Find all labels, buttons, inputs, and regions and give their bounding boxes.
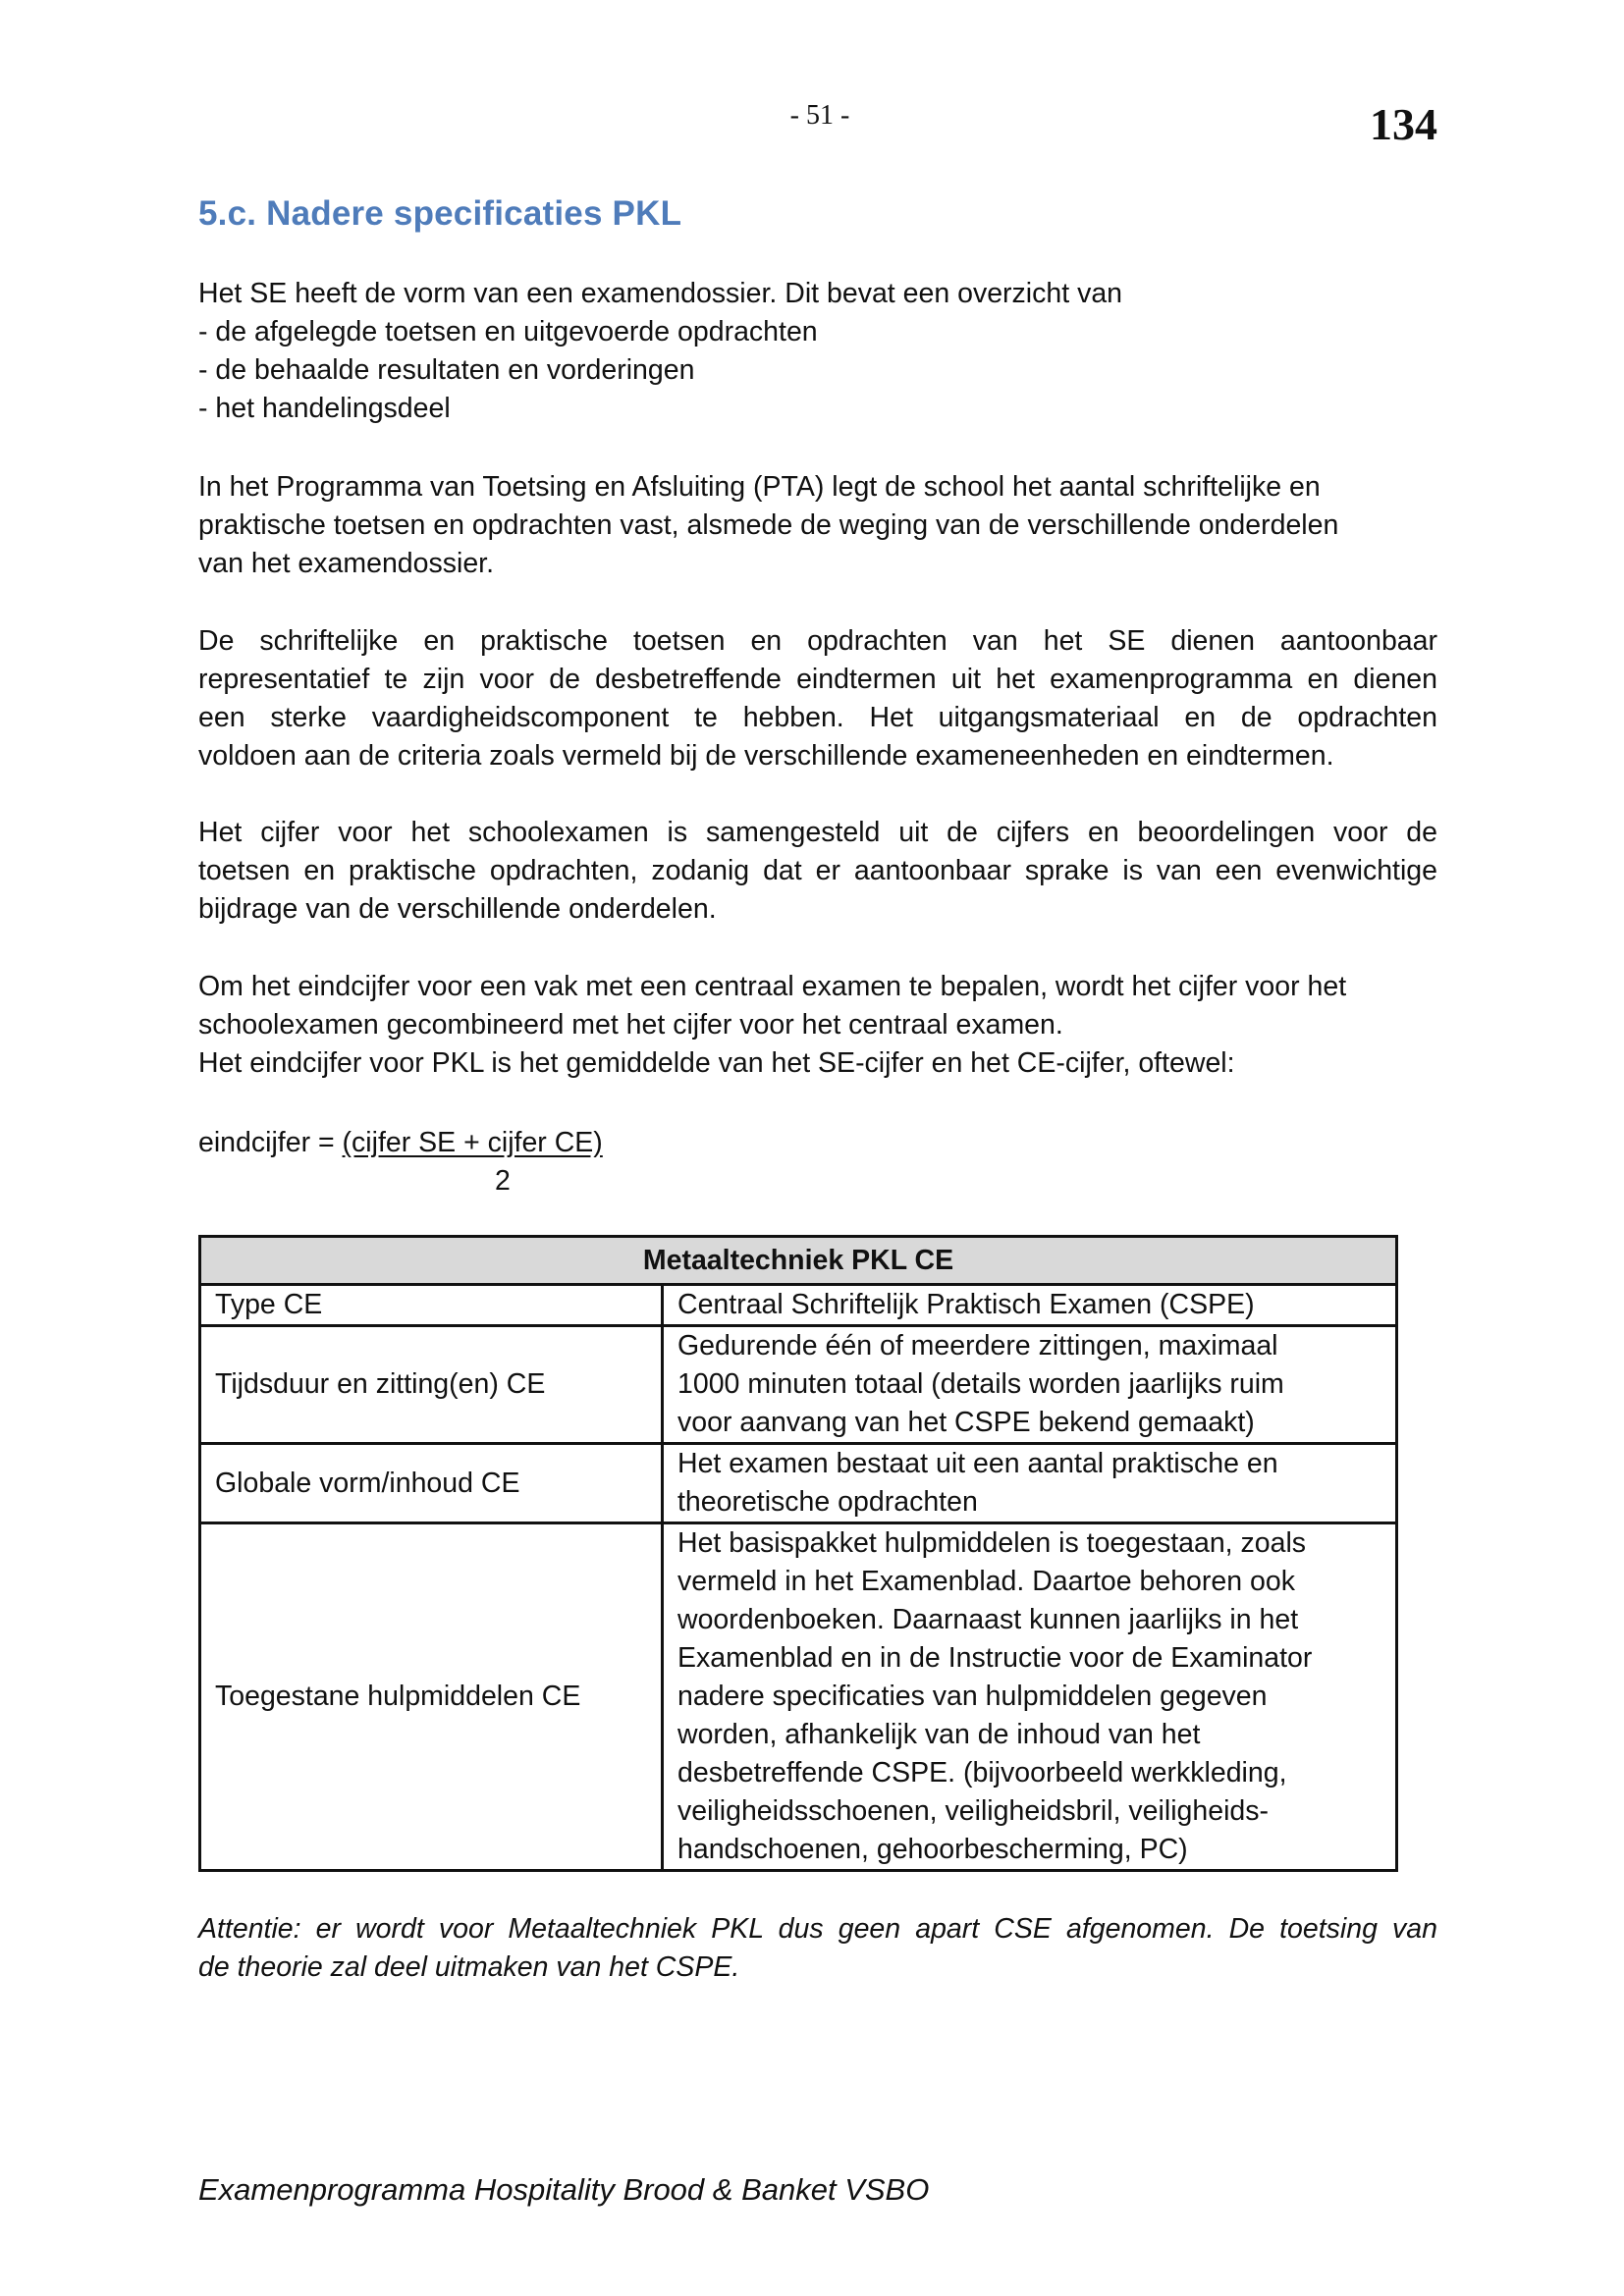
paragraph-line: bijdrage van de verschillende onderdelen. (198, 893, 717, 925)
paragraph-cijfer-schoolexamen (198, 814, 1437, 929)
cell-line: theoretische opdrachten (677, 1486, 978, 1518)
page-footer: Examenprogramma Hospitality Brood & Banket VSBO (198, 2172, 930, 2207)
paragraph-line: De schriftelijke en praktische toetsen en opdrachten van het SE dienen aantoonbaar (198, 625, 1437, 657)
cell-line: Centraal Schriftelijk Praktisch Examen (CSPE) (677, 1289, 1255, 1320)
paragraph-examendossier (198, 275, 1437, 428)
formula-denominator: 2 (495, 1165, 511, 1197)
table-cell-value (663, 1523, 1397, 1871)
paragraph-se-toetsen (198, 622, 1437, 775)
cell-line: woordenboeken. Daarnaast kunnen jaarlijks in het (677, 1604, 1299, 1635)
attention-line: de theorie zal deel uitmaken van het CSPE. (198, 1951, 740, 1983)
table-cell-label: Tijdsduur en zitting(en) CE (200, 1326, 663, 1444)
cell-line: vermeld in het Examenblad. Daartoe behoren ook (677, 1566, 1295, 1597)
paragraph-line: In het Programma van Toetsing en Afsluiting (PTA) legt de school het aantal schriftelijke en (198, 471, 1321, 503)
metaaltechniek-ce-table (198, 1235, 1398, 1872)
paragraph-line: Het cijfer voor het schoolexamen is samengesteld uit de cijfers en beoordelingen voor de (198, 817, 1437, 848)
paragraph-line: voldoen aan de criteria zoals vermeld bij de verschillende exameneenheden en eindtermen. (198, 740, 1334, 772)
page-number-center: - 51 - (789, 100, 850, 131)
paragraph-line: Het eindcijfer voor PKL is het gemiddelde van het SE-cijfer en het CE-cijfer, oftewel: (198, 1047, 1235, 1079)
table-row (200, 1523, 1397, 1871)
paragraph-line: praktische toetsen en opdrachten vast, alsmede de weging van de verschillende onderdelen (198, 509, 1339, 541)
table-row (200, 1285, 1397, 1326)
eindcijfer-formula (198, 1124, 603, 1197)
table-cell-label: Globale vorm/inhoud CE (200, 1444, 663, 1523)
paragraph-line: Om het eindcijfer voor een vak met een centraal examen te bepalen, wordt het cijfer voor het (198, 971, 1347, 1002)
paragraph-intro: Het SE heeft de vorm van een examendossier. Dit bevat een overzicht van (198, 278, 1123, 309)
cell-line: nadere specificaties van hulpmiddelen gegeven (677, 1681, 1268, 1712)
paragraph-line: toetsen en praktische opdrachten, zodanig dat er aantoonbaar sprake is van een evenwichtige (198, 855, 1437, 886)
table-row (200, 1444, 1397, 1523)
page-number-right: 134 (1370, 99, 1437, 149)
cell-line: Het basispakket hulpmiddelen is toegestaan, zoals (677, 1527, 1307, 1559)
paragraph-eindcijfer (198, 968, 1437, 1083)
attention-line: Attentie: er wordt voor Metaaltechniek PKL dus geen apart CSE afgenomen. De toetsing van (198, 1913, 1437, 1945)
table-cell-value (663, 1285, 1397, 1326)
formula-numerator: (cijfer SE + cijfer CE) (342, 1127, 603, 1158)
cell-line: voor aanvang van het CSPE bekend gemaakt) (677, 1407, 1255, 1438)
paragraph-line: schoolexamen gecombineerd met het cijfer voor het centraal examen. (198, 1009, 1063, 1041)
formula-lhs: eindcijfer = (198, 1127, 343, 1158)
table-row (200, 1326, 1397, 1444)
cell-line: Examenblad en in de Instructie voor de Examinator (677, 1642, 1313, 1674)
cell-line: handschoenen, gehoorbescherming, PC) (677, 1834, 1188, 1865)
paragraph-line: een sterke vaardigheidscomponent te hebben. Het uitgangsmateriaal en de opdrachten (198, 702, 1437, 733)
list-item: - het handelingsdeel (198, 393, 451, 424)
list-item: - de afgelegde toetsen en uitgevoerde opdrachten (198, 316, 818, 347)
cell-line: 1000 minuten totaal (details worden jaarlijks ruim (677, 1368, 1284, 1400)
table-cell-label: Toegestane hulpmiddelen CE (200, 1523, 663, 1871)
table-cell-label: Type CE (200, 1285, 663, 1326)
table-cell-value (663, 1444, 1397, 1523)
paragraph-pta (198, 468, 1437, 583)
table-title: Metaaltechniek PKL CE (200, 1237, 1397, 1285)
cell-line: desbetreffende CSPE. (bijvoorbeeld werkkleding, (677, 1757, 1287, 1789)
cell-line: worden, afhankelijk van de inhoud van het (677, 1719, 1201, 1750)
section-heading: 5.c. Nadere specificaties PKL (198, 194, 682, 233)
paragraph-line: representatief te zijn voor de desbetreffende eindtermen uit het examenprogramma en dienen (198, 664, 1437, 695)
cell-line: Het examen bestaat uit een aantal praktische en (677, 1448, 1278, 1479)
cell-line: veiligheidsschoenen, veiligheidsbril, veiligheids- (677, 1795, 1270, 1827)
paragraph-line: van het examendossier. (198, 548, 495, 579)
list-item: - de behaalde resultaten en vorderingen (198, 354, 695, 386)
attention-note (198, 1910, 1437, 1987)
cell-line: Gedurende één of meerdere zittingen, maximaal (677, 1330, 1278, 1362)
table-header-row (200, 1237, 1397, 1285)
table-cell-value (663, 1326, 1397, 1444)
